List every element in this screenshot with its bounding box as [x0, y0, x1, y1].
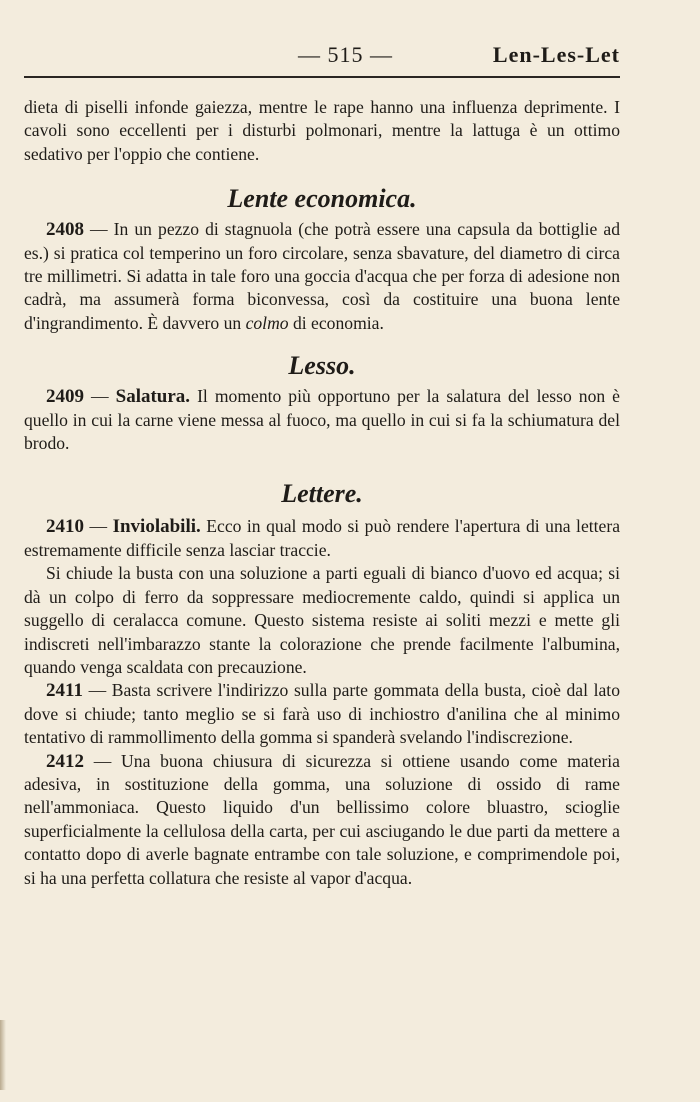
page-number: — 515 — [298, 42, 393, 67]
entry-keyword: Inviolabili. [112, 516, 201, 538]
entry-text: Il momento più opportuno per la salatura del lesso non è quello in cui la carne viene messa al fuoco, ma quello in cui si fa la schiumatura del brodo. [24, 386, 620, 454]
intro-paragraph: dieta di piselli infonde gaiezza, mentre le rape hanno una influenza deprimente. I cavoli sono eccellenti per i disturbi polmonari, mentre la lattuga è un ottimo sedativo per l'oppio che contiene. [24, 97, 620, 164]
entry-text-end: di economia. [288, 312, 384, 333]
page-body [24, 96, 620, 890]
entry-2410-paragraph-2: Si chiude la busta con una soluzione a parti eguali di bianco d'uovo ed acqua; si dà un colpo di ferro da soppressare mediocremente caldo, quindi si applica un suggello di ceralacca comune. Questo sistema resiste ai soliti mezzi e mette gli indiscreti nell'imbarazzo stante la colorazione che prende facilmente l'albumina, quando venga scaldata con precauzione. [24, 563, 620, 677]
section-title-lettere: Lettere. [281, 479, 363, 509]
entry-text: — Basta scrivere l'indirizzo sulla parte gommata della busta, cioè dal lato dove si chiude; tanto meglio se si farà uso di inchiostro d'anilina che al minimo tentativo di rammollimento della gomma si spanderà svelando l'indiscrezione. [24, 680, 620, 748]
entry-number: 2411 [46, 680, 83, 702]
entry-number: 2410 [46, 516, 84, 538]
entry-2411 [24, 679, 620, 749]
entry-text: — Una buona chiusura di sicurezza si ottiene usando come materia adesiva, in sostituzione della gomma, una soluzione di ossido di rame nell'ammoniaca. Questo liquido d'un bellissimo colore bluastro, scioglie superficialmente la cellulosa della carta, per cui asciugando le due parti da mettere a contatto dopo di averle bagnate entrambe con tale soluzione, e comprimendole poi, si ha una perfetta collatura che resiste al vapor d'acqua. [24, 750, 620, 888]
entry-2408 [24, 218, 620, 335]
entry-dash: — [84, 516, 113, 537]
entry-2412 [24, 750, 620, 890]
entry-number: 2409 [46, 386, 84, 408]
page-header [24, 40, 620, 78]
entry-number: 2412 [46, 750, 84, 772]
section-title-lente: Lente economica. [227, 184, 417, 214]
entry-text: — In un pezzo di stagnuola (che potrà essere una capsula da bottiglie ad es.) si pratica col temperino un foro circolare, senza sbavature, del diametro di circa tre millimetri. Si adatta in tale foro una goccia d'acqua che per forza di adesione non cadrà, ma assumerà forma biconvessa, così da costituire una buona lente d'ingrandimento. È davvero un [24, 219, 620, 333]
entry-2409 [24, 385, 620, 455]
entry-text: Ecco in qual modo si può rendere l'apertura di una lettera estremamente difficile senza lasciar traccie. [24, 516, 621, 560]
running-head: Len-Les-Let [492, 42, 620, 67]
entry-2410 [24, 515, 620, 562]
page-edge-shadow [0, 1020, 6, 1090]
entry-italic-word: colmo [245, 312, 289, 333]
entry-number: 2408 [46, 219, 84, 241]
entry-dash: — [84, 386, 116, 407]
entry-keyword: Salatura. [115, 386, 191, 408]
section-title-lesso: Lesso. [288, 351, 356, 381]
